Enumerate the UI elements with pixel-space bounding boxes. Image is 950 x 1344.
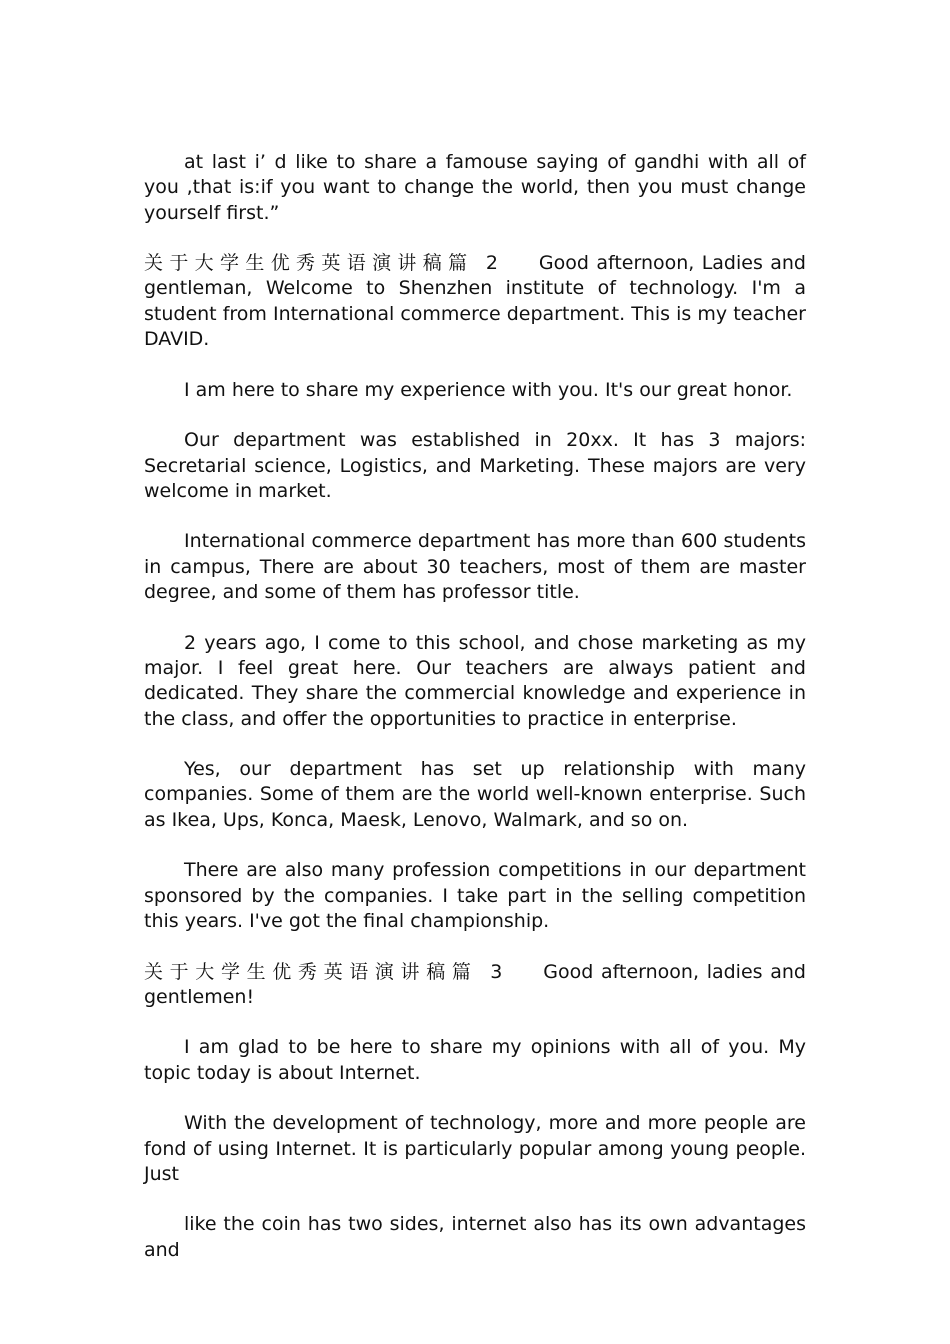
paragraph-gandhi-quote: at last i’ d like to share a famouse saying of gandhi with all of you ,that is:if you want to change the world, then you must change yourself first.”	[144, 151, 806, 224]
paragraph-internet-popular: With the development of technology, more and more people are fond of using Internet. It is particularly popular among young people. Just	[144, 1112, 806, 1185]
section-heading-2: 关于大学生优秀英语演讲稿篇 2	[144, 252, 503, 275]
document-page	[144, 150, 806, 1288]
paragraph-experience: I am here to share my experience with you. It's our great honor.	[184, 378, 793, 401]
paragraph-companies: Yes, our department has set up relationship with many companies. Some of them are the world well-known enterprise. Such as Ikea, Ups, Konca, Maesk, Lenovo, Walmark, and so on.	[144, 758, 806, 831]
section-heading-3: 关于大学生优秀英语演讲稿篇 3	[144, 960, 508, 983]
section-3-opening: Good afternoon, ladies and gentlemen!	[144, 960, 806, 1008]
paragraph-department: Our department was established in 20xx. It has 3 majors: Secretarial science, Logistics, and Marketing. These majors are very welcome in market.	[144, 429, 806, 502]
paragraph-coin: like the coin has two sides, internet also has its own advantages and	[144, 1213, 806, 1261]
paragraph-major: 2 years ago, I come to this school, and chose marketing as my major. I feel great here. Our teachers are always patient and dedicated. They share the commercial knowledge and experience in the class, and offer the opportunities to practice in enterprise.	[144, 631, 806, 730]
section-3-paragraph	[144, 960, 806, 1011]
section-2-paragraph	[144, 251, 806, 352]
section-2-opening: Good afternoon, Ladies and gentleman, Welcome to Shenzhen institute of technology. I'm a student from International commerce department. This is my teacher DAVID.	[144, 252, 806, 351]
paragraph-topic: I am glad to be here to share my opinions with all of you. My topic today is about Internet.	[144, 1036, 806, 1084]
paragraph-students: International commerce department has more than 600 students in campus, There are about 30 teachers, most of them are master degree, and some of them has professor title.	[144, 530, 806, 604]
paragraph-competitions: There are also many profession competitions in our department sponsored by the companies. I take part in the selling competition this years. I've got the final championship.	[144, 859, 806, 932]
